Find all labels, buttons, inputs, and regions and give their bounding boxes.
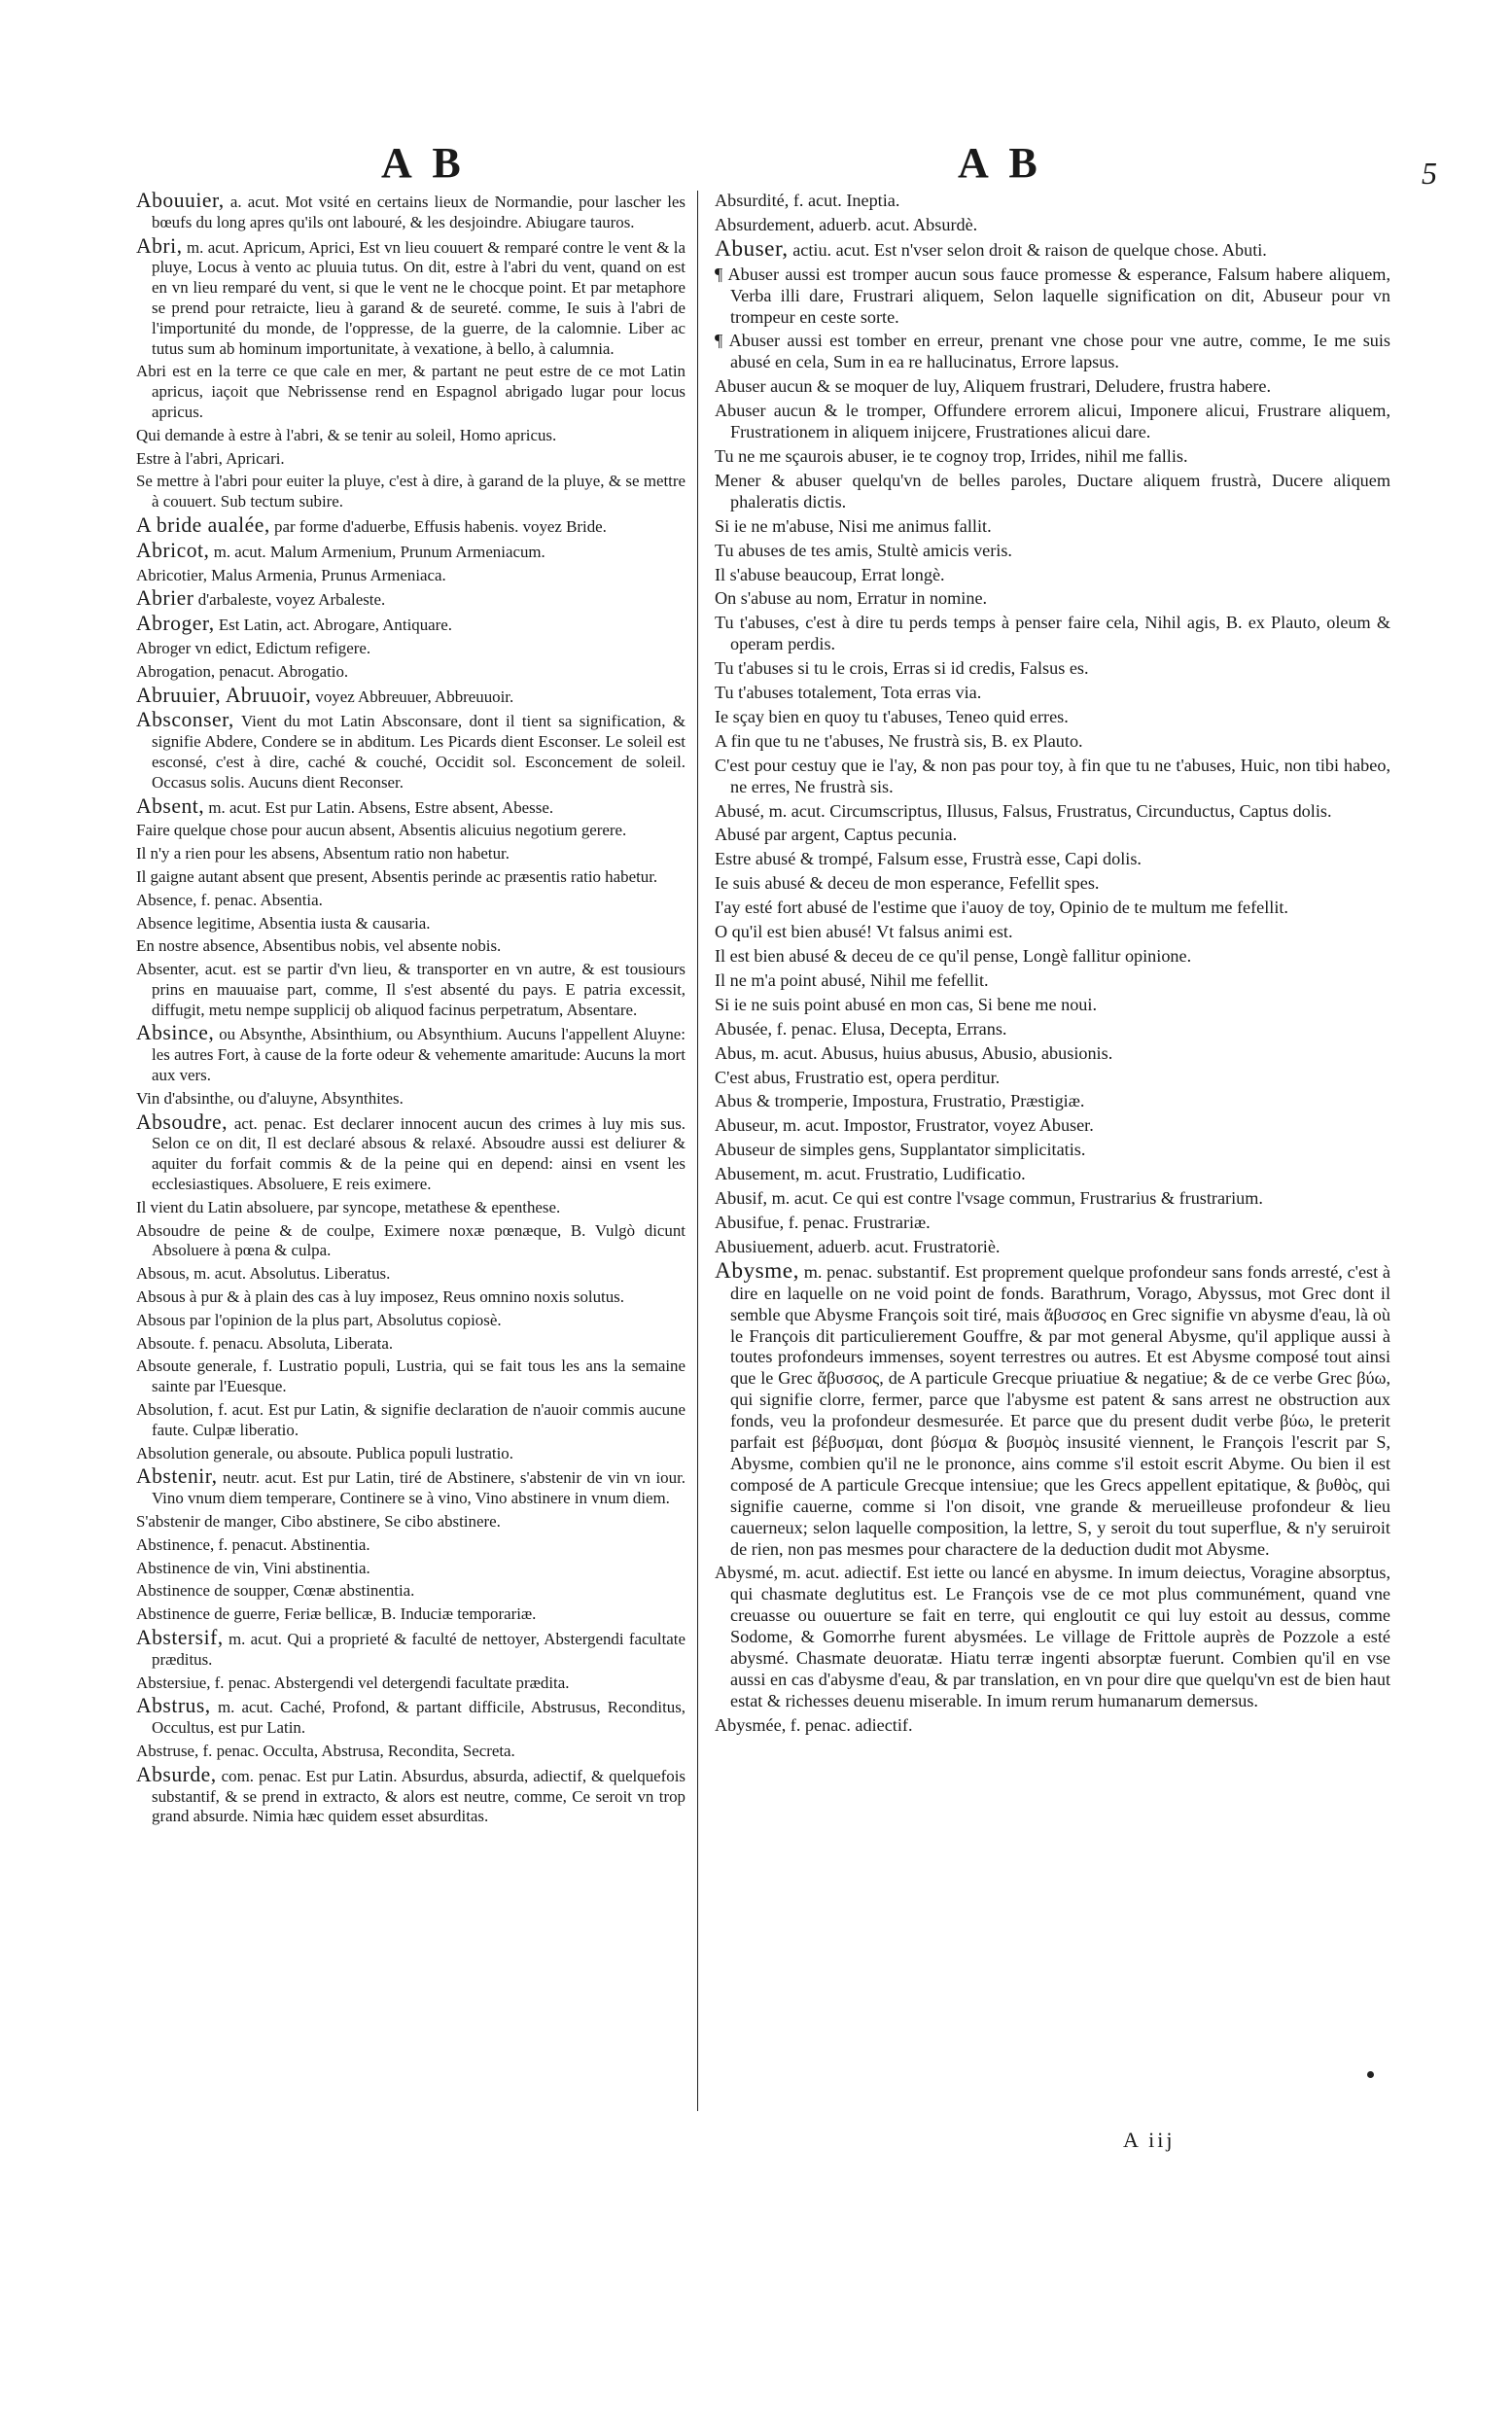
dictionary-entry bbox=[136, 1466, 686, 1509]
dictionary-entry bbox=[715, 1068, 1390, 1089]
entry-text: Abstersiue, f. penac. Abstergendi vel detergendi facultate prædita. bbox=[136, 1673, 570, 1692]
signature-mark: A iij bbox=[1123, 2128, 1176, 2152]
dictionary-entry bbox=[136, 1581, 686, 1602]
dictionary-entry bbox=[136, 512, 686, 538]
entry-headword: Absconser, bbox=[136, 708, 234, 732]
dictionary-entry bbox=[136, 191, 686, 233]
dictionary-entry bbox=[136, 867, 686, 888]
dictionary-entry bbox=[136, 538, 686, 563]
entry-text: Se mettre à l'abri pour euiter la pluye, c'est à dire, à garand de la pluye, & se mettre à couuert. Sub tectum subire. bbox=[136, 472, 686, 511]
dictionary-entry bbox=[136, 793, 686, 819]
dictionary-entry bbox=[136, 936, 686, 957]
running-head-left: A B bbox=[381, 139, 467, 187]
dictionary-entry bbox=[715, 731, 1390, 753]
entry-text: Abrogation, penacut. Abrogatio. bbox=[136, 661, 349, 681]
dictionary-entry bbox=[136, 449, 686, 470]
dictionary-entry bbox=[136, 1356, 686, 1397]
entry-headword: Abysme, bbox=[715, 1257, 799, 1284]
entry-text: Vin d'absinthe, ou d'aluyne, Absynthites. bbox=[136, 1088, 404, 1108]
dictionary-entry bbox=[715, 1115, 1390, 1137]
dictionary-entry bbox=[136, 821, 686, 841]
entry-headword: Absince, bbox=[136, 1021, 215, 1045]
entry-text: Tu t'abuses si tu le crois, Erras si id credis, Falsus es. bbox=[715, 658, 1089, 679]
entry-text: Faire quelque chose pour aucun absent, Absentis alicuius negotium gerere. bbox=[136, 821, 627, 840]
dictionary-entry bbox=[715, 898, 1390, 919]
dictionary-entry bbox=[136, 1334, 686, 1355]
entry-text: Absence legitime, Absentia iusta & causaria. bbox=[136, 913, 431, 933]
entry-text: Abus, m. acut. Abusus, huius abusus, Abusio, abusionis. bbox=[715, 1042, 1113, 1063]
entry-headword: Abuser, bbox=[715, 235, 789, 262]
entry-text: Absoute generale, f. Lustratio populi, Lustria, qui se fait tous les ans la semaine sainte par l'Euesque. bbox=[136, 1356, 686, 1396]
entry-text: Absous à pur & à plain des cas à luy imposez, Reus omnino noxis solutus. bbox=[136, 1287, 624, 1307]
dictionary-entry bbox=[715, 471, 1390, 513]
ink-mark bbox=[1367, 2071, 1374, 2078]
entry-text: m. acut. Malum Armenium, Prunum Armeniacum. bbox=[213, 542, 545, 561]
dictionary-entry bbox=[136, 1742, 686, 1762]
dictionary-entry bbox=[715, 1043, 1390, 1065]
dictionary-entry bbox=[136, 960, 686, 1020]
right-column bbox=[715, 191, 1390, 2082]
entry-headword: Abroger, bbox=[136, 612, 215, 636]
dictionary-entry bbox=[136, 233, 686, 360]
entry-text: voyez Abbreuuer, Abbreuuoir. bbox=[315, 687, 514, 706]
entry-text: Abusée, f. penac. Elusa, Decepta, Errans. bbox=[715, 1018, 1007, 1039]
dictionary-entry bbox=[136, 1198, 686, 1218]
entry-text: ¶ Abuser aussi est tromper aucun sous fauce promesse & esperance, Falsum habere aliquem, Verba illi dare, Frustrari aliquem, Selon laquelle signification on dit, Abuseur pour vn trompeur en ceste sorte. bbox=[715, 264, 1390, 327]
dictionary-entry bbox=[136, 362, 686, 422]
entry-headword: Abstenir, bbox=[136, 1464, 218, 1489]
dictionary-entry bbox=[715, 376, 1390, 398]
entry-text: m. acut. Caché, Profond, & partant difficile, Abstrusus, Reconditus, Occultus, est pur Latin. bbox=[152, 1698, 686, 1738]
dictionary-entry bbox=[715, 1563, 1390, 1711]
entry-text: Qui demande à estre à l'abri, & se tenir au soleil, Homo apricus. bbox=[136, 425, 557, 444]
entry-text: Il gaigne autant absent que present, Absentis perinde ac præsentis ratio habetur. bbox=[136, 866, 658, 886]
entry-text: Abroger vn edict, Edictum refigere. bbox=[136, 638, 371, 657]
entry-text: Il vient du Latin absoluere, par syncope, metathese & epenthese. bbox=[136, 1197, 561, 1216]
dictionary-entry bbox=[715, 1140, 1390, 1161]
entry-text: ou Absynthe, Absinthium, ou Absynthium. Aucuns l'appellent Aluyne: les autres Fort, à cause de la forte odeur & vehemente amaritude: Aucuns la mort aux vers. bbox=[152, 1025, 686, 1085]
entry-text: Abusiuement, aduerb. acut. Frustratoriè. bbox=[715, 1236, 1001, 1256]
entry-headword: Absent, bbox=[136, 793, 205, 818]
running-head-right: A B bbox=[958, 139, 1043, 187]
dictionary-entry bbox=[715, 1091, 1390, 1112]
dictionary-entry bbox=[715, 1257, 1390, 1561]
entry-text: m. penac. substantif. Est proprement quelque profondeur sans fonds arresté, c'est à dire en laquelle on ne void point de fonds. Barathrum, Vorago, Abyssus, mot Grec dont il semble que Abysme François soit tiré, mais ἄβυσσος en Grec signifie vn abysme d'eau, là où le François dit particulierement Gouffre, & par mot general Abysme, qu'il applique aussi à toutes profondeurs immenses, soyent terrestres ou autres. Et est Abysme composé tout ainsi que le Grec ἄβυσσος, de A particule Grecque priuatiue & negatiue; & de ce verbe Grec βύω, qui signifie clorre, fermer, parce que l'abysme est patent & sans arrest ne obstruction aux fonds, veu la profondeur desmesurée. Et parce que du present dudit verbe βύω, le preterit parfait est βέβυσμαι, dont βύσμα & βυσμὸς insusité viennent, le François l'escrit par S, Abysme, combien qu'il ne le prononce, ains comme s'il estoit escrit Abyme. Ou bien il est composé de A particule Grecque intensiue; que les Grecs appellent epitatique, & βυθὸς, qui signifie cauerne, comme si l'on disoit, vne grande & merueilleuse profondeur & lieu cauerneux; selon laquelle composition, la lettre, S, y seroit du tout superflue, & n'y seruiroit de rien, non pas mesmes pour charactere de la deduction dudit mot Abysme. bbox=[730, 1261, 1390, 1559]
dictionary-entry bbox=[136, 566, 686, 586]
dictionary-entry bbox=[136, 472, 686, 512]
entry-text: Absolution, f. acut. Est pur Latin, & signifie declaration de n'auoir commis aucune faute. Culpæ liberatio. bbox=[136, 1400, 686, 1439]
dictionary-entry bbox=[136, 1535, 686, 1556]
entry-text: Abuseur, m. acut. Impostor, Frustrator, voyez Abuser. bbox=[715, 1115, 1094, 1136]
entry-text: Abuser aucun & le tromper, Offundere errorem alicui, Imponere alicui, Frustrare aliquem, Frustrationem in aliquem inijcere, Frustrationes alicui dare. bbox=[715, 401, 1390, 442]
entry-text: Absurdement, aduerb. acut. Absurdè. bbox=[715, 214, 978, 234]
dictionary-entry bbox=[715, 873, 1390, 895]
entry-headword: Abstrus, bbox=[136, 1694, 211, 1718]
dictionary-entry bbox=[136, 1112, 686, 1195]
entry-text: Abysmée, f. penac. adiectif. bbox=[715, 1714, 913, 1735]
left-column bbox=[136, 191, 686, 2111]
dictionary-entry bbox=[136, 639, 686, 659]
dictionary-entry bbox=[715, 401, 1390, 443]
dictionary-entry bbox=[136, 426, 686, 446]
entry-text: Abstinence de vin, Vini abstinentia. bbox=[136, 1558, 370, 1577]
entry-headword: Abricot, bbox=[136, 538, 210, 562]
entry-text: act. penac. Est declarer innocent aucun des crimes à luy mis sus. Selon ce on dit, Il est declaré absous & relaxé. Absoudre aussi est deliurer & aquiter du forfait commis & de la peine qui en depend: ainsi en vsent les ecclesiastiques. Absoluere, E reis eximere. bbox=[152, 1113, 686, 1194]
entry-text: Abusif, m. acut. Ce qui est contre l'vsage commun, Frustrarius & frustrarium. bbox=[715, 1188, 1263, 1209]
dictionary-entry bbox=[715, 922, 1390, 943]
dictionary-entry bbox=[715, 683, 1390, 704]
entry-text: C'est pour cestuy que ie l'ay, & non pas pour toy, à fin que tu ne t'abuses, Huic, non tibi habeo, ne erres, Ne frustrà sis. bbox=[715, 755, 1390, 796]
entry-text: Abusé par argent, Captus pecunia. bbox=[715, 825, 958, 845]
entry-text: On s'abuse au nom, Erratur in nomine. bbox=[715, 588, 988, 609]
dictionary-entry bbox=[715, 995, 1390, 1016]
dictionary-entry bbox=[715, 235, 1390, 262]
dictionary-entry bbox=[136, 1604, 686, 1625]
entry-text: Il est bien abusé & deceu de ce qu'il pense, Longè fallitur opinione. bbox=[715, 946, 1192, 966]
entry-text: Tu t'abuses, c'est à dire tu perds temps à penser faire cela, Nihil agis, B. ex Plauto, oleum & operam perdis. bbox=[715, 613, 1390, 654]
dictionary-entry bbox=[136, 1696, 686, 1739]
entry-text: Si ie ne m'abuse, Nisi me animus fallit. bbox=[715, 515, 992, 536]
entry-headword: Absurde, bbox=[136, 1762, 217, 1786]
dictionary-entry bbox=[136, 1559, 686, 1579]
entry-text: actiu. acut. Est n'vser selon droit & raison de quelque chose. Abuti. bbox=[792, 239, 1267, 260]
entry-headword: Abri, bbox=[136, 233, 183, 258]
dictionary-entry bbox=[715, 1237, 1390, 1258]
dictionary-entry bbox=[136, 683, 686, 708]
entry-text: O qu'il est bien abusé! Vt falsus animi est. bbox=[715, 922, 1013, 942]
dictionary-entry bbox=[136, 1264, 686, 1285]
dictionary-entry bbox=[715, 825, 1390, 846]
entry-text: Abricotier, Malus Armenia, Prunus Armeniaca. bbox=[136, 565, 446, 584]
entry-text: Abysmé, m. acut. adiectif. Est iette ou lancé en abysme. In imum deiectus, Voragine absorptus, qui chasmate deglutitus est. Le François vse de ce mot plus communément, quand vne creuasse ou ouuerture se fait en terre, qui engloutit ce qui luy estoit au dessus, comme Sodome, & Gomorrhe furent abysmées. Le village de Frittole auprès de Pozzole a esté abysmé. Chasmate deuoratæ. Hiatu terræ ingenti absorptæ fuerunt. Combien qu'il en vse aussi en cas d'abysme d'eau, & par translation, en vn pour dire que quelqu'vn est de bien haut estat & richesses deuenu miserable. In imum rerum humanarum demersus. bbox=[715, 1563, 1390, 1710]
dictionary-entry bbox=[715, 215, 1390, 236]
dictionary-entry bbox=[715, 588, 1390, 610]
entry-text: Tu ne me sçaurois abuser, ie te cognoy trop, Irrides, nihil me fallis. bbox=[715, 445, 1188, 466]
dictionary-entry bbox=[715, 756, 1390, 798]
dictionary-entry bbox=[136, 1311, 686, 1331]
dictionary-entry bbox=[136, 588, 686, 611]
entry-text: I'ay esté fort abusé de l'estime que i'auoy de toy, Opinio de te multum me fefellit. bbox=[715, 898, 1288, 918]
entry-text: neutr. acut. Est pur Latin, tiré de Abstinere, s'abstenir de vin vn iour. Vino vnum diem temperare, Continere se à vino, Vino abstinere in vnum diem. bbox=[152, 1468, 686, 1508]
entry-text: Abstinence de soupper, Cœnæ abstinentia. bbox=[136, 1581, 415, 1601]
entry-text: A fin que tu ne t'abuses, Ne frustrà sis, B. ex Plauto. bbox=[715, 730, 1083, 751]
dictionary-entry bbox=[715, 516, 1390, 538]
entry-text: Abstinence, f. penacut. Abstinentia. bbox=[136, 1534, 370, 1554]
column-divider bbox=[697, 191, 698, 2111]
entry-text: Absoute. f. penacu. Absoluta, Liberata. bbox=[136, 1333, 394, 1353]
dictionary-entry bbox=[715, 1715, 1390, 1737]
dictionary-entry bbox=[715, 1188, 1390, 1210]
dictionary-entry bbox=[715, 1019, 1390, 1040]
dictionary-entry bbox=[136, 844, 686, 864]
entry-text: m. acut. Qui a proprieté & faculté de nettoyer, Abstergendi facultate præditus. bbox=[152, 1630, 686, 1669]
dictionary-entry bbox=[715, 1164, 1390, 1185]
entry-text: Abus & tromperie, Impostura, Frustratio, Præstigiæ. bbox=[715, 1091, 1085, 1111]
dictionary-entry bbox=[715, 264, 1390, 329]
dictionary-entry bbox=[715, 565, 1390, 586]
entry-text: Tu abuses de tes amis, Stultè amicis veris. bbox=[715, 540, 1012, 560]
entry-headword: A bride aualée, bbox=[136, 512, 270, 537]
dictionary-entry bbox=[715, 849, 1390, 870]
entry-text: Est Latin, act. Abrogare, Antiquare. bbox=[218, 616, 452, 635]
entry-text: m. acut. Est pur Latin. Absens, Estre absent, Abesse. bbox=[208, 797, 554, 817]
entry-text: Abusement, m. acut. Frustratio, Ludificatio. bbox=[715, 1164, 1026, 1184]
entry-text: Tu t'abuses totalement, Tota erras via. bbox=[715, 683, 982, 703]
dictionary-entry bbox=[136, 914, 686, 934]
entry-text: Abri est en la terre ce que cale en mer, & partant ne peut estre de ce mot Latin apricus, iaçoit que Nebrissense rend en Espagnol abrigado lugar pour locus apricus. bbox=[136, 362, 686, 421]
entry-text: Abusé, m. acut. Circumscriptus, Illusus, Falsus, Frustratus, Circunductus, Captus dolis. bbox=[715, 800, 1332, 821]
entry-text: par forme d'aduerbe, Effusis habenis. voyez Bride. bbox=[274, 516, 607, 536]
entry-text: ¶ Abuser aussi est tomber en erreur, prenant vne chose pour vne autre, comme, Ie me suis abusé en cela, Sum in ea re hallucinatus, Errore lapsus. bbox=[715, 331, 1390, 372]
dictionary-entry bbox=[715, 707, 1390, 728]
entry-text: Il s'abuse beaucoup, Errat longè. bbox=[715, 564, 945, 584]
page-number: 5 bbox=[1422, 156, 1437, 191]
entry-headword: Abouuier, bbox=[136, 191, 225, 212]
dictionary-entry bbox=[136, 891, 686, 911]
entry-text: Abuser aucun & se moquer de luy, Aliquem frustrari, Deludere, frustra habere. bbox=[715, 376, 1272, 397]
entry-text: Il ne m'a point abusé, Nihil me fefellit. bbox=[715, 969, 989, 990]
entry-text: Vient du mot Latin Absconsare, dont il tient sa signification, & signifie Abdere, Condere se in abditum. Les Picards dient Esconser. Le soleil est esconsé, c'est à dire, caché & couché, Occidit sol. Esconcement de soleil. Occasus solis. Aucuns dient Reconser. bbox=[152, 712, 686, 792]
entry-text: Absous, m. acut. Absolutus. Liberatus. bbox=[136, 1264, 391, 1284]
entry-text: Si ie ne suis point abusé en mon cas, Si bene me noui. bbox=[715, 994, 1097, 1014]
dictionary-entry bbox=[136, 1221, 686, 1262]
dictionary-entry bbox=[715, 613, 1390, 655]
dictionary-entry bbox=[136, 1762, 686, 1827]
entry-text: Abuseur de simples gens, Supplantator simplicitatis. bbox=[715, 1140, 1086, 1160]
dictionary-entry bbox=[715, 446, 1390, 468]
dictionary-entry bbox=[136, 1444, 686, 1464]
entry-text: Estre à l'abri, Apricari. bbox=[136, 448, 285, 468]
dictionary-entry bbox=[715, 946, 1390, 968]
dictionary-entry bbox=[136, 710, 686, 793]
dictionary-entry bbox=[136, 1400, 686, 1441]
dictionary-entry bbox=[136, 1023, 686, 1085]
entry-headword: Absoudre, bbox=[136, 1110, 228, 1134]
entry-text: Absous par l'opinion de la plus part, Absolutus copiosè. bbox=[136, 1310, 502, 1329]
dictionary-entry bbox=[136, 1512, 686, 1533]
dictionary-entry bbox=[715, 970, 1390, 992]
entry-headword: Abstersif, bbox=[136, 1626, 224, 1649]
entry-text: Absolution generale, ou absoute. Publica populi lustratio. bbox=[136, 1443, 513, 1462]
entry-text: Il n'y a rien pour les absens, Absentum ratio non habetur. bbox=[136, 844, 510, 863]
entry-text: Abusifue, f. penac. Frustrariæ. bbox=[715, 1212, 931, 1232]
entry-text: com. penac. Est pur Latin. Absurdus, absurda, adiectif, & quelquefois substantif, & se prend in extracto, & alors est neutre, comme, Ce seroit vn trop grand absurde. Nimia hæc quidem esset absurditas. bbox=[152, 1766, 686, 1826]
dictionary-entry bbox=[136, 614, 686, 636]
dictionary-entry bbox=[136, 1287, 686, 1308]
dictionary-entry bbox=[715, 1213, 1390, 1234]
dictionary-entry bbox=[715, 191, 1390, 212]
entry-text: Absenter, acut. est se partir d'vn lieu, & transporter en vn autre, & est tousiours prins en mauuaise part, comme, Il s'est absenté du pays. E patria excessit, diffugit, metu nempe supplicij ob aliquod facinus perpetratum, Absentare. bbox=[136, 960, 686, 1019]
dictionary-entry bbox=[715, 331, 1390, 373]
dictionary-entry bbox=[136, 1628, 686, 1671]
dictionary-entry bbox=[715, 801, 1390, 823]
entry-text: m. acut. Apricum, Aprici, Est vn lieu couuert & remparé contre le vent & la pluye, Locus à vento ac pluuia tutus. On dit, estre à l'abri du vent, quand on est en vn lieu remparé du vent, si que le vent ne le chocque point. Et par metaphore se prend pour retraicte, lieu à garand & de seureté. comme, Ie suis à l'abri de l'importunité du monde, de l'oppresse, de la guerre, de la calomnie. Liber ac tutus sum ab hominum importunitate, à vexatione, à bello, à calumnia. bbox=[152, 237, 686, 358]
entry-text: Absurdité, f. acut. Ineptia. bbox=[715, 191, 900, 210]
entry-headword: Abrier bbox=[136, 586, 194, 611]
dictionary-entry bbox=[715, 541, 1390, 562]
dictionary-entry bbox=[136, 1674, 686, 1694]
entry-text: Absence, f. penac. Absentia. bbox=[136, 890, 323, 909]
entry-text: Estre abusé & trompé, Falsum esse, Frustrà esse, Capi dolis. bbox=[715, 849, 1142, 869]
entry-text: a. acut. Mot vsité en certains lieux de Normandie, pour lascher les bœufs du long apres qu'ils ont labouré, & les desjoindre. Abiugare tauros. bbox=[152, 193, 686, 231]
entry-text: Ie suis abusé & deceu de mon esperance, Fefellit spes. bbox=[715, 873, 1100, 894]
entry-text: S'abstenir de manger, Cibo abstinere, Se cibo abstinere. bbox=[136, 1512, 501, 1532]
entry-text: Ie sçay bien en quoy tu t'abuses, Teneo quid erres. bbox=[715, 706, 1069, 726]
dictionary-entry bbox=[715, 658, 1390, 680]
entry-text: En nostre absence, Absentibus nobis, vel absente nobis. bbox=[136, 936, 502, 956]
dictionary-entry bbox=[136, 662, 686, 683]
entry-headword: Abruuier, Abruuoir, bbox=[136, 683, 312, 707]
dictionary-entry bbox=[136, 1089, 686, 1110]
entry-text: Absoudre de peine & de coulpe, Eximere noxæ pœnæque, B. Vulgò dicunt Absoluere à pœna & culpa. bbox=[136, 1220, 686, 1260]
entry-text: d'arbaleste, voyez Arbaleste. bbox=[197, 590, 386, 610]
entry-text: Mener & abuser quelqu'vn de belles paroles, Ductare aliquem frustrà, Ducere aliquem phaleratis dictis. bbox=[715, 470, 1390, 511]
entry-text: C'est abus, Frustratio est, opera perditur. bbox=[715, 1067, 1001, 1087]
entry-text: Abstinence de guerre, Feriæ bellicæ, B. Induciæ temporariæ. bbox=[136, 1604, 537, 1624]
entry-text: Abstruse, f. penac. Occulta, Abstrusa, Recondita, Secreta. bbox=[136, 1741, 515, 1760]
